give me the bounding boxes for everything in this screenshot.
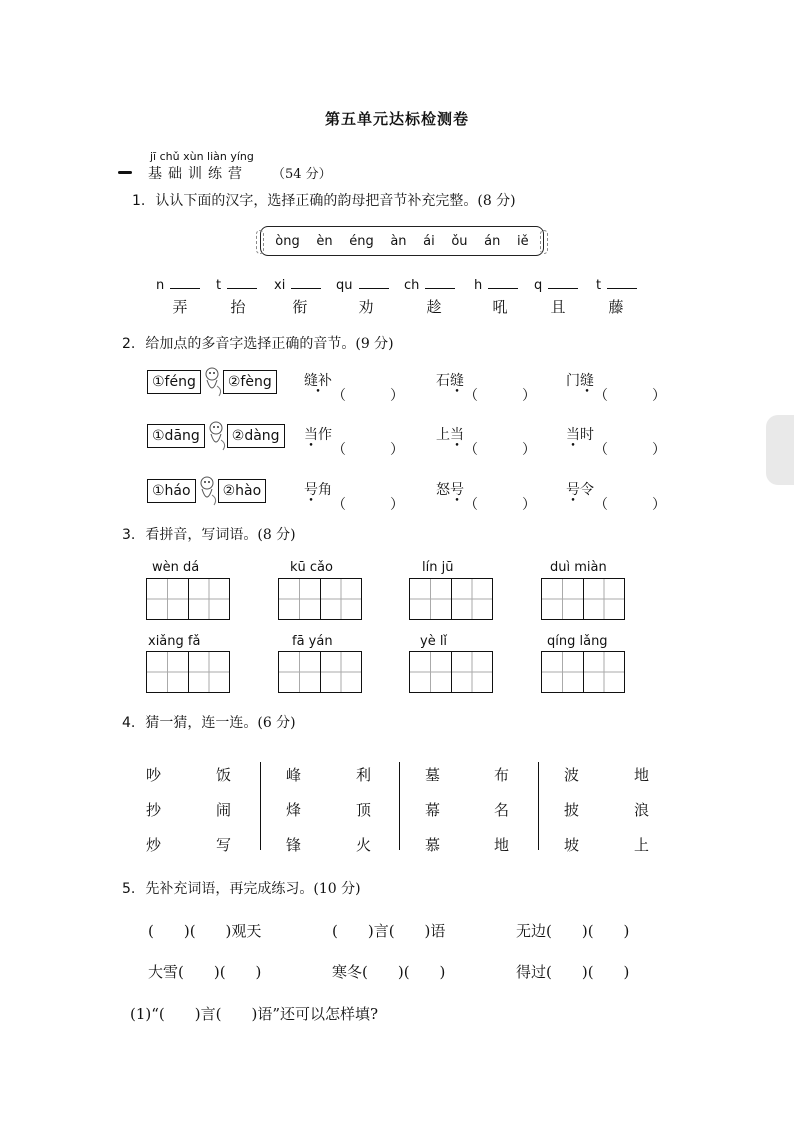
option-1[interactable]: ①dāng bbox=[147, 424, 205, 448]
idiom-blank[interactable]: 大雪( )( ) bbox=[148, 963, 262, 981]
pinyin-word: yè lǐ bbox=[420, 634, 448, 649]
question-text: 认认下面的汉字，选择正确的韵母把音节补充完整。(8 分) bbox=[155, 193, 516, 209]
match-right[interactable]: 火 bbox=[356, 836, 372, 854]
polyphone-word: 石缝 bbox=[436, 373, 464, 389]
section-pinyin: jī chǔ xùn liàn yíng bbox=[150, 150, 254, 163]
syllable-blank[interactable]: h bbox=[474, 276, 534, 293]
syllable-blank[interactable]: xi bbox=[274, 276, 334, 293]
hanzi: 劝 bbox=[358, 298, 374, 316]
match-right[interactable]: 闹 bbox=[216, 801, 232, 819]
option-1[interactable]: ①féng bbox=[147, 370, 201, 394]
rhyme-option: òng bbox=[275, 233, 300, 249]
polyphone-word: 缝补 bbox=[304, 373, 332, 389]
pinyin-word: qíng lǎng bbox=[547, 634, 608, 649]
polyphone-word: 怒号 bbox=[436, 482, 464, 498]
monkey-icon bbox=[201, 366, 223, 398]
question-number: 4. bbox=[122, 715, 136, 731]
idiom-blank[interactable]: ( )( )观天 bbox=[148, 922, 262, 940]
match-right[interactable]: 饭 bbox=[216, 766, 232, 784]
page-edge-mark bbox=[766, 415, 794, 485]
polyphone-word: 当时 bbox=[566, 427, 594, 443]
rhyme-option: ái bbox=[423, 233, 435, 249]
pinyin-word: kū cǎo bbox=[290, 560, 333, 575]
match-right[interactable]: 利 bbox=[356, 766, 372, 784]
rhyme-options-box bbox=[260, 226, 544, 256]
hanzi: 吼 bbox=[492, 298, 508, 316]
rhyme-option: éng bbox=[349, 233, 374, 249]
polyphone-options bbox=[147, 420, 285, 452]
pinyin-word: xiǎng fǎ bbox=[148, 634, 201, 649]
match-left[interactable]: 慕 bbox=[425, 836, 441, 854]
rhyme-option: èn bbox=[316, 233, 333, 249]
monkey-icon bbox=[205, 420, 227, 452]
question-number: 5. bbox=[122, 881, 136, 897]
writing-grid[interactable] bbox=[278, 578, 362, 620]
question-2 bbox=[122, 333, 394, 353]
divider bbox=[538, 762, 539, 850]
syllable-blank[interactable]: t bbox=[596, 276, 656, 293]
question-text: 先补充词语，再完成练习。(10 分) bbox=[145, 881, 361, 897]
hanzi: 弄 bbox=[172, 298, 188, 316]
hanzi: 抬 bbox=[230, 298, 246, 316]
syllable-blank[interactable]: t bbox=[216, 276, 276, 293]
polyphone-word: 号令 bbox=[566, 482, 594, 498]
monkey-icon bbox=[196, 475, 218, 507]
hanzi: 趁 bbox=[426, 298, 442, 316]
question-number: 1. bbox=[132, 193, 146, 209]
polyphone-word: 当作 bbox=[304, 427, 332, 443]
idiom-blank[interactable]: 无边( )( ) bbox=[516, 922, 630, 940]
polyphone-options bbox=[147, 475, 266, 507]
match-left[interactable]: 墓 bbox=[425, 766, 441, 784]
writing-grid[interactable] bbox=[541, 651, 625, 693]
polyphone-word: 号角 bbox=[304, 482, 332, 498]
syllable-blank[interactable]: ch bbox=[404, 276, 464, 293]
match-left[interactable]: 幕 bbox=[425, 801, 441, 819]
idiom-blank[interactable]: 得过( )( ) bbox=[516, 963, 630, 981]
question-text: 给加点的多音字选择正确的音节。(9 分) bbox=[145, 336, 394, 352]
option-2[interactable]: ②dàng bbox=[227, 424, 285, 448]
pinyin-word: duì miàn bbox=[550, 560, 607, 575]
match-right[interactable]: 写 bbox=[216, 836, 232, 854]
match-right[interactable]: 地 bbox=[494, 836, 510, 854]
match-right[interactable]: 地 bbox=[634, 766, 650, 784]
sub-question: (1)“( )言( )语”还可以怎样填? bbox=[130, 1005, 379, 1023]
writing-grid[interactable] bbox=[146, 578, 230, 620]
section-marker bbox=[118, 171, 132, 174]
writing-grid[interactable] bbox=[146, 651, 230, 693]
question-4 bbox=[122, 712, 296, 732]
match-left[interactable]: 波 bbox=[564, 766, 580, 784]
match-left[interactable]: 吵 bbox=[146, 766, 162, 784]
polyphone-options bbox=[147, 366, 277, 398]
idiom-blank[interactable]: 寒冬( )( ) bbox=[332, 963, 446, 981]
divider bbox=[399, 762, 400, 850]
match-right[interactable]: 上 bbox=[634, 836, 650, 854]
divider bbox=[260, 762, 261, 850]
hanzi: 藤 bbox=[608, 298, 624, 316]
question-number: 2. bbox=[122, 336, 136, 352]
rhyme-option: ǒu bbox=[451, 233, 468, 249]
syllable-blank[interactable]: qu bbox=[336, 276, 396, 293]
rhyme-option: án bbox=[484, 233, 501, 249]
option-2[interactable]: ②hào bbox=[218, 479, 267, 503]
match-right[interactable]: 布 bbox=[494, 766, 510, 784]
hanzi: 且 bbox=[550, 298, 566, 316]
question-5 bbox=[122, 878, 361, 898]
polyphone-word: 门缝 bbox=[566, 373, 594, 389]
match-right[interactable]: 浪 bbox=[634, 801, 650, 819]
page-title: 第五单元达标检测卷 bbox=[324, 110, 469, 128]
question-3 bbox=[122, 524, 296, 544]
pinyin-word: lín jū bbox=[422, 560, 454, 575]
match-right[interactable]: 名 bbox=[494, 801, 510, 819]
match-left[interactable]: 炒 bbox=[146, 836, 162, 854]
option-1[interactable]: ①háo bbox=[147, 479, 196, 503]
rhyme-option: iě bbox=[516, 233, 529, 249]
match-left[interactable]: 坡 bbox=[564, 836, 580, 854]
section-title: 基础训练营 bbox=[148, 166, 248, 182]
rhyme-option: àn bbox=[390, 233, 407, 249]
writing-grid[interactable] bbox=[541, 578, 625, 620]
writing-grid[interactable] bbox=[409, 578, 493, 620]
polyphone-word: 上当 bbox=[436, 427, 464, 443]
question-1 bbox=[132, 190, 516, 210]
match-left[interactable]: 披 bbox=[564, 801, 580, 819]
match-left[interactable]: 峰 bbox=[286, 766, 302, 784]
writing-grid[interactable] bbox=[278, 651, 362, 693]
syllable-blank[interactable]: q bbox=[534, 276, 594, 293]
match-right[interactable]: 顶 bbox=[356, 801, 372, 819]
match-left[interactable]: 锋 bbox=[286, 836, 302, 854]
match-left[interactable]: 烽 bbox=[286, 801, 302, 819]
pinyin-word: fā yán bbox=[292, 634, 333, 649]
pinyin-word: wèn dá bbox=[152, 560, 200, 575]
question-text: 猜一猜，连一连。(6 分) bbox=[145, 715, 296, 731]
idiom-blank[interactable]: ( )言( )语 bbox=[332, 922, 446, 940]
option-2[interactable]: ②fèng bbox=[223, 370, 277, 394]
match-left[interactable]: 抄 bbox=[146, 801, 162, 819]
hanzi: 衔 bbox=[292, 298, 308, 316]
question-number: 3. bbox=[122, 527, 136, 543]
question-text: 看拼音，写词语。(8 分) bbox=[145, 527, 296, 543]
syllable-blank[interactable]: n bbox=[156, 276, 216, 293]
writing-grid[interactable] bbox=[409, 651, 493, 693]
section-score: （54 分） bbox=[272, 167, 332, 182]
